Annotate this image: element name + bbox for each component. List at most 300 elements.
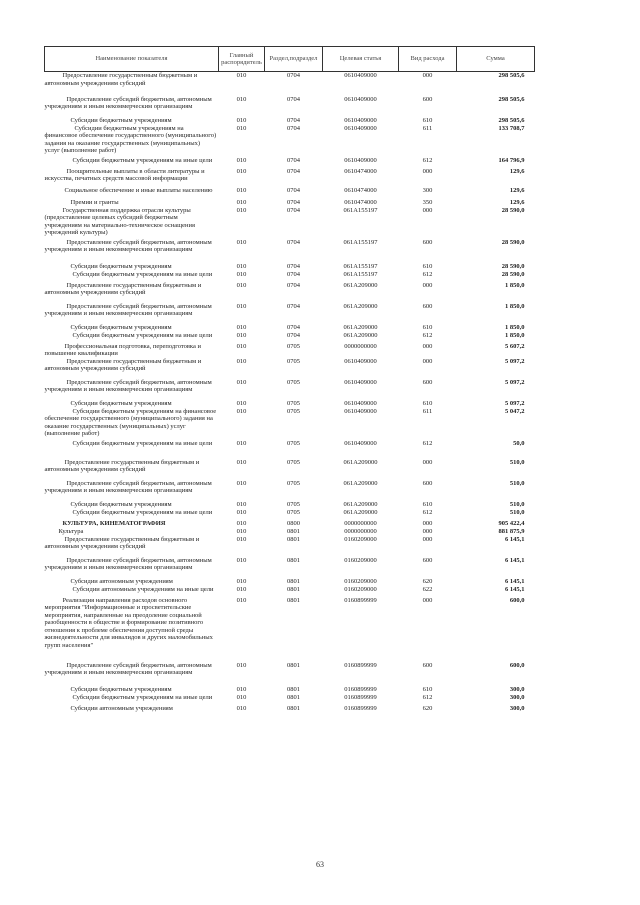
table-row [45, 662, 535, 686]
row-sum: 129,6 [509, 198, 525, 206]
row-name [45, 125, 219, 157]
row-razdel: 0705 [287, 399, 300, 407]
row-sum: 510,0 [509, 479, 525, 487]
row-vr: 000 [422, 527, 433, 535]
row-sum: 6 145,1 [505, 556, 525, 564]
row-name-text: Культура [58, 527, 84, 535]
row-name [45, 96, 219, 117]
row-razdel: 0704 [287, 281, 300, 289]
row-name [45, 557, 219, 578]
table-row [45, 117, 535, 125]
row-cs: 0160209000 [344, 556, 377, 564]
row-sum: 28 590,0 [501, 262, 525, 270]
row-name [45, 343, 219, 358]
row-name-text: Субсидии бюджетным учреждениям [70, 685, 172, 693]
table-row [45, 528, 535, 536]
row-sum: 5 047,2 [505, 407, 525, 415]
row-vr: 300 [422, 186, 433, 194]
row-sum: 300,0 [509, 704, 525, 712]
row-grbs: 010 [236, 281, 247, 289]
table-row [45, 187, 535, 199]
row-name [45, 578, 219, 586]
row-name-text: Реализация направления расходов основного мероприятия "Информационные и просветительские мероприятия, направленные на преодоление социальной разобщенности в обществе и формирование позитивного отношения к проблеме обеспечения доступной среды жизнедеятельности для инвалидов и других маломобильных групп населения" [44, 596, 213, 649]
row-grbs: 010 [236, 198, 247, 206]
row-sum: 28 590,0 [501, 238, 525, 246]
row-razdel: 0705 [287, 357, 300, 365]
row-vr: 612 [422, 693, 433, 701]
row-name [45, 207, 219, 239]
table-row [45, 271, 535, 282]
row-vr: 610 [422, 399, 433, 407]
row-razdel: 0801 [287, 585, 300, 593]
row-cs: 0610409000 [344, 156, 377, 164]
row-name-text: Субсидии бюджетным учреждениям на финансовое обеспечение государственного (муниципального) задания на оказание государственных (муниципальных) услуг (выполнение работ) [44, 124, 217, 154]
row-grbs: 010 [236, 535, 247, 543]
row-grbs: 010 [236, 323, 247, 331]
row-cs: 061A209000 [343, 323, 378, 331]
row-cs: 0610474000 [344, 167, 377, 175]
table-row [45, 125, 535, 157]
table-row [45, 358, 535, 379]
row-name-text: Субсидии автономным учреждениям [70, 704, 173, 712]
row-name-text: Поощрительные выплаты в области литературы и искусства, печатных средств массовой информации [44, 167, 205, 182]
table-row [45, 343, 535, 358]
row-grbs: 010 [236, 500, 247, 508]
row-vr: 000 [422, 596, 433, 604]
row-name-text: Предоставление государственным бюджетным и автономным учреждениям субсидий [44, 535, 200, 550]
row-razdel: 0801 [287, 577, 300, 585]
row-sum: 6 145,1 [505, 585, 525, 593]
table-row [45, 239, 535, 263]
row-name [45, 509, 219, 520]
row-grbs: 010 [236, 124, 247, 132]
row-name [45, 379, 219, 400]
row-vr: 612 [422, 156, 433, 164]
table-row [45, 501, 535, 509]
row-grbs: 010 [236, 357, 247, 365]
row-razdel: 0705 [287, 479, 300, 487]
table-row [45, 578, 535, 586]
row-sum: 6 145,1 [505, 535, 525, 543]
row-name [45, 72, 219, 96]
row-razdel: 0704 [287, 167, 300, 175]
row-sum: 510,0 [509, 508, 525, 516]
row-grbs: 010 [236, 661, 247, 669]
row-cs: 061A155197 [343, 238, 378, 246]
row-razdel: 0704 [287, 124, 300, 132]
row-cs: 0000000000 [344, 527, 377, 535]
row-grbs: 010 [236, 704, 247, 712]
row-grbs: 010 [236, 167, 247, 175]
row-name-text: Субсидии автономным учреждениям [70, 577, 173, 585]
row-name-text: Субсидии бюджетным учреждениям [70, 323, 172, 331]
row-name [45, 536, 219, 557]
row-name [45, 705, 219, 717]
row-vr: 000 [422, 458, 433, 466]
header-vr: Вид расхода [399, 47, 457, 72]
row-name-text: Субсидии бюджетным учреждениям на иные цели [72, 508, 213, 516]
row-vr: 350 [422, 198, 433, 206]
row-grbs: 010 [236, 577, 247, 585]
row-name-text: Субсидии бюджетным учреждениям [70, 500, 172, 508]
table-row [45, 408, 535, 440]
row-sum: 5 097,2 [505, 357, 525, 365]
row-vr: 610 [422, 116, 433, 124]
row-sum: 129,6 [509, 167, 525, 175]
row-vr: 612 [422, 508, 433, 516]
row-name [45, 199, 219, 207]
row-vr: 620 [422, 704, 433, 712]
row-razdel: 0705 [287, 378, 300, 386]
row-razdel: 0801 [287, 661, 300, 669]
row-razdel: 0704 [287, 270, 300, 278]
row-name-text: Предоставление государственным бюджетным и автономным учреждениям субсидий [44, 72, 198, 87]
row-grbs: 010 [236, 262, 247, 270]
row-sum: 129,6 [509, 186, 525, 194]
row-name-text: Субсидии бюджетным учреждениям на иные цели [72, 331, 213, 339]
row-name-text: Предоставление субсидий бюджетным, автономным учреждениям и иным некоммерческим организациям [44, 479, 212, 494]
row-razdel: 0704 [287, 95, 300, 103]
row-sum: 28 590,0 [501, 206, 525, 214]
row-grbs: 010 [236, 519, 247, 527]
header-grbs: Главный распорядитель [219, 47, 265, 72]
table-row [45, 282, 535, 303]
table-row [45, 509, 535, 520]
table-row [45, 199, 535, 207]
row-razdel: 0704 [287, 238, 300, 246]
row-razdel: 0801 [287, 596, 300, 604]
row-razdel: 0705 [287, 439, 300, 447]
row-name-text: Предоставление субсидий бюджетным, автономным учреждениям и иным некоммерческим организациям [44, 378, 212, 393]
row-sum: 600,0 [509, 661, 525, 669]
row-sum: 298 505,6 [498, 116, 525, 124]
row-name [45, 358, 219, 379]
row-razdel: 0801 [287, 556, 300, 564]
row-grbs: 010 [236, 439, 247, 447]
row-sum: 50,0 [513, 439, 525, 447]
row-cs: 0610409000 [344, 116, 377, 124]
row-vr: 000 [422, 342, 433, 350]
row-grbs: 010 [236, 206, 247, 214]
row-cs: 061A209000 [343, 479, 378, 487]
row-name [45, 408, 219, 440]
row-name [45, 187, 219, 199]
row-name-text: Предоставление субсидий бюджетным, автономным учреждениям и иным некоммерческим организациям [44, 556, 212, 571]
row-cs: 061A209000 [343, 500, 378, 508]
row-grbs: 010 [236, 95, 247, 103]
row-vr: 622 [422, 585, 433, 593]
row-name-text: КУЛЬТУРА, КИНЕМАТОГРАФИЯ [62, 519, 166, 527]
row-cs: 0160209000 [344, 535, 377, 543]
row-cs: 0000000000 [344, 519, 377, 527]
row-razdel: 0801 [287, 693, 300, 701]
row-razdel: 0705 [287, 458, 300, 466]
row-razdel: 0705 [287, 508, 300, 516]
row-sum: 133 708,7 [498, 124, 525, 132]
row-razdel: 0704 [287, 156, 300, 164]
table-row [45, 400, 535, 408]
row-cs: 0610409000 [344, 407, 377, 415]
row-vr: 610 [422, 685, 433, 693]
row-name [45, 686, 219, 694]
row-name-text: Субсидии бюджетным учреждениям [70, 262, 172, 270]
row-cs: 0610409000 [344, 72, 377, 79]
table-row [45, 705, 535, 717]
table-row [45, 303, 535, 324]
row-cs: 0610409000 [344, 399, 377, 407]
row-vr: 600 [422, 556, 433, 564]
row-cs: 0160209000 [344, 585, 377, 593]
row-sum: 164 796,9 [498, 156, 525, 164]
row-cs: 0610409000 [344, 95, 377, 103]
row-grbs: 010 [236, 596, 247, 604]
row-name [45, 694, 219, 705]
row-vr: 000 [422, 281, 433, 289]
row-name [45, 440, 219, 459]
row-razdel: 0705 [287, 500, 300, 508]
row-razdel: 0705 [287, 407, 300, 415]
row-cs: 0000000000 [344, 342, 377, 350]
row-name-text: Социальное обеспечение и иные выплаты населению [64, 186, 213, 194]
row-sum: 300,0 [509, 693, 525, 701]
row-vr: 612 [422, 439, 433, 447]
table-row [45, 96, 535, 117]
row-vr: 600 [422, 95, 433, 103]
row-cs: 061A209000 [343, 458, 378, 466]
table-row [45, 168, 535, 187]
row-name-text: Субсидии бюджетным учреждениям [70, 399, 172, 407]
row-sum: 5 097,2 [505, 399, 525, 407]
row-razdel: 0801 [287, 685, 300, 693]
row-vr: 612 [422, 270, 433, 278]
row-vr: 600 [422, 479, 433, 487]
budget-table [44, 46, 535, 717]
row-grbs: 010 [236, 479, 247, 487]
row-sum: 905 422,4 [498, 519, 525, 527]
header-cs: Целевая статья [323, 47, 399, 72]
row-name-text: Субсидии бюджетным учреждениям на иные цели [72, 156, 213, 164]
header-summa: Сумма [457, 47, 535, 72]
table-row [45, 557, 535, 578]
table-row [45, 72, 535, 96]
row-name [45, 528, 219, 536]
table-row [45, 520, 535, 528]
row-cs: 0610409000 [344, 378, 377, 386]
row-name-text: Предоставление субсидий бюджетным, автономным учреждениям и иным некоммерческим организациям [44, 238, 212, 253]
row-sum: 1 850,0 [505, 281, 525, 289]
row-name [45, 400, 219, 408]
row-name [45, 263, 219, 271]
row-vr: 620 [422, 577, 433, 585]
row-grbs: 010 [236, 331, 247, 339]
row-cs: 0160899999 [344, 693, 377, 701]
row-razdel: 0801 [287, 527, 300, 535]
row-vr: 610 [422, 500, 433, 508]
row-sum: 1 850,0 [505, 323, 525, 331]
row-vr: 000 [422, 357, 433, 365]
row-name-text: Субсидии бюджетным учреждениям [70, 116, 172, 124]
row-sum: 510,0 [509, 458, 525, 466]
row-grbs: 010 [236, 458, 247, 466]
row-sum: 881 875,9 [498, 527, 525, 535]
table-row [45, 324, 535, 332]
row-razdel: 0704 [287, 186, 300, 194]
row-name-text: Субсидии бюджетным учреждениям на иные цели [72, 439, 213, 447]
table-row [45, 694, 535, 705]
row-cs: 061A209000 [343, 331, 378, 339]
row-razdel: 0800 [287, 519, 300, 527]
table-row [45, 157, 535, 168]
row-name-text: Предоставление государственным бюджетным и автономным учреждениям субсидий [44, 357, 202, 372]
row-sum: 5 607,2 [505, 342, 525, 350]
row-vr: 000 [422, 72, 433, 79]
row-name [45, 271, 219, 282]
row-name-text: Субсидии бюджетным учреждениям на финансовое обеспечение государственного (муниципального) задания на оказание государственных (муниципальных) услуг (выполнение работ) [44, 407, 217, 437]
row-grbs: 010 [236, 693, 247, 701]
row-name [45, 303, 219, 324]
row-cs: 0160899999 [344, 685, 377, 693]
row-name-text: Профессиональная подготовка, переподготовка и повышение квалификации [44, 342, 201, 357]
row-razdel: 0704 [287, 72, 300, 79]
row-grbs: 010 [236, 685, 247, 693]
row-razdel: 0704 [287, 116, 300, 124]
row-razdel: 0704 [287, 302, 300, 310]
row-name-text: Премии и гранты [70, 198, 119, 206]
row-vr: 000 [422, 535, 433, 543]
row-name-text: Предоставление субсидий бюджетным, автономным учреждениям и иным некоммерческим организациям [44, 95, 212, 110]
row-grbs: 010 [236, 186, 247, 194]
row-sum: 600,0 [509, 596, 525, 604]
table-row [45, 332, 535, 343]
row-razdel: 0704 [287, 198, 300, 206]
row-vr: 000 [422, 206, 433, 214]
table-row [45, 686, 535, 694]
row-vr: 600 [422, 378, 433, 386]
row-razdel: 0704 [287, 331, 300, 339]
row-name [45, 168, 219, 187]
row-cs: 0160899999 [344, 596, 377, 604]
row-name [45, 157, 219, 168]
row-sum: 5 097,2 [505, 378, 525, 386]
row-name [45, 662, 219, 686]
row-grbs: 010 [236, 116, 247, 124]
header-name: Наименование показателя [45, 47, 219, 72]
row-cs: 061A155197 [343, 262, 378, 270]
row-vr: 610 [422, 262, 433, 270]
row-vr: 611 [422, 407, 433, 415]
row-name-text: Государственная поддержка отрасли культуры (предоставление целевых субсидий бюджетным учреждениям на материально-техническое оснащения учреждений культуры) [44, 206, 196, 236]
row-grbs: 010 [236, 302, 247, 310]
row-razdel: 0704 [287, 206, 300, 214]
table-row [45, 459, 535, 480]
row-cs: 0610409000 [344, 357, 377, 365]
row-sum: 6 145,1 [505, 577, 525, 585]
table-row [45, 379, 535, 400]
row-vr: 611 [422, 124, 433, 132]
row-cs: 0160899999 [344, 704, 377, 712]
row-sum: 300,0 [509, 685, 525, 693]
row-name [45, 332, 219, 343]
row-grbs: 010 [236, 72, 247, 79]
row-sum: 510,0 [509, 500, 525, 508]
table-body [45, 72, 535, 717]
row-grbs: 010 [236, 556, 247, 564]
row-vr: 000 [422, 167, 433, 175]
table-row [45, 263, 535, 271]
row-grbs: 010 [236, 527, 247, 535]
table-row [45, 207, 535, 239]
row-grbs: 010 [236, 585, 247, 593]
row-vr: 600 [422, 661, 433, 669]
row-razdel: 0704 [287, 323, 300, 331]
row-sum: 28 590,0 [501, 270, 525, 278]
row-grbs: 010 [236, 238, 247, 246]
row-name [45, 117, 219, 125]
page-number: 63 [316, 860, 324, 869]
row-cs: 061A209000 [343, 508, 378, 516]
row-sum: 298 505,6 [498, 95, 525, 103]
row-name-text: Предоставление субсидий бюджетным, автономным учреждениям и иным некоммерческим организациям [44, 661, 212, 676]
row-cs: 0610474000 [344, 186, 377, 194]
row-name [45, 324, 219, 332]
row-name [45, 239, 219, 263]
row-grbs: 010 [236, 399, 247, 407]
row-cs: 0610409000 [344, 439, 377, 447]
row-cs: 061A209000 [343, 281, 378, 289]
row-cs: 061A155197 [343, 206, 378, 214]
row-cs: 0160899999 [344, 661, 377, 669]
table-row [45, 586, 535, 597]
row-grbs: 010 [236, 508, 247, 516]
row-name-text: Субсидии бюджетным учреждениям на иные цели [72, 270, 213, 278]
row-name [45, 520, 219, 528]
row-name-text: Субсидии бюджетным учреждениям на иные цели [72, 693, 213, 701]
row-razdel: 0705 [287, 342, 300, 350]
table-row [45, 597, 535, 662]
row-sum: 1 850,0 [505, 302, 525, 310]
table-row [45, 480, 535, 501]
row-cs: 061A209000 [343, 302, 378, 310]
row-cs: 0610474000 [344, 198, 377, 206]
row-vr: 000 [422, 519, 433, 527]
row-name-text: Предоставление субсидий бюджетным, автономным учреждениям и иным некоммерческим организациям [44, 302, 212, 317]
row-name-text: Предоставление государственным бюджетным и автономным учреждениям субсидий [44, 281, 202, 296]
row-razdel: 0801 [287, 535, 300, 543]
row-razdel: 0704 [287, 262, 300, 270]
row-grbs: 010 [236, 378, 247, 386]
row-vr: 600 [422, 302, 433, 310]
row-name-text: Предоставление государственным бюджетным и автономным учреждениям субсидий [44, 458, 200, 473]
row-name [45, 501, 219, 509]
row-razdel: 0801 [287, 704, 300, 712]
row-vr: 610 [422, 323, 433, 331]
row-sum: 298 505,6 [498, 72, 525, 79]
row-name [45, 282, 219, 303]
row-name-text: Субсидии автономным учреждениям на иные цели [72, 585, 214, 593]
table-header [45, 47, 535, 72]
row-cs: 061A155197 [343, 270, 378, 278]
table-row [45, 536, 535, 557]
row-grbs: 010 [236, 270, 247, 278]
row-name [45, 480, 219, 501]
row-name [45, 586, 219, 597]
row-vr: 600 [422, 238, 433, 246]
row-cs: 0160209000 [344, 577, 377, 585]
row-grbs: 010 [236, 156, 247, 164]
row-sum: 1 850,0 [505, 331, 525, 339]
row-grbs: 010 [236, 407, 247, 415]
row-name [45, 459, 219, 480]
